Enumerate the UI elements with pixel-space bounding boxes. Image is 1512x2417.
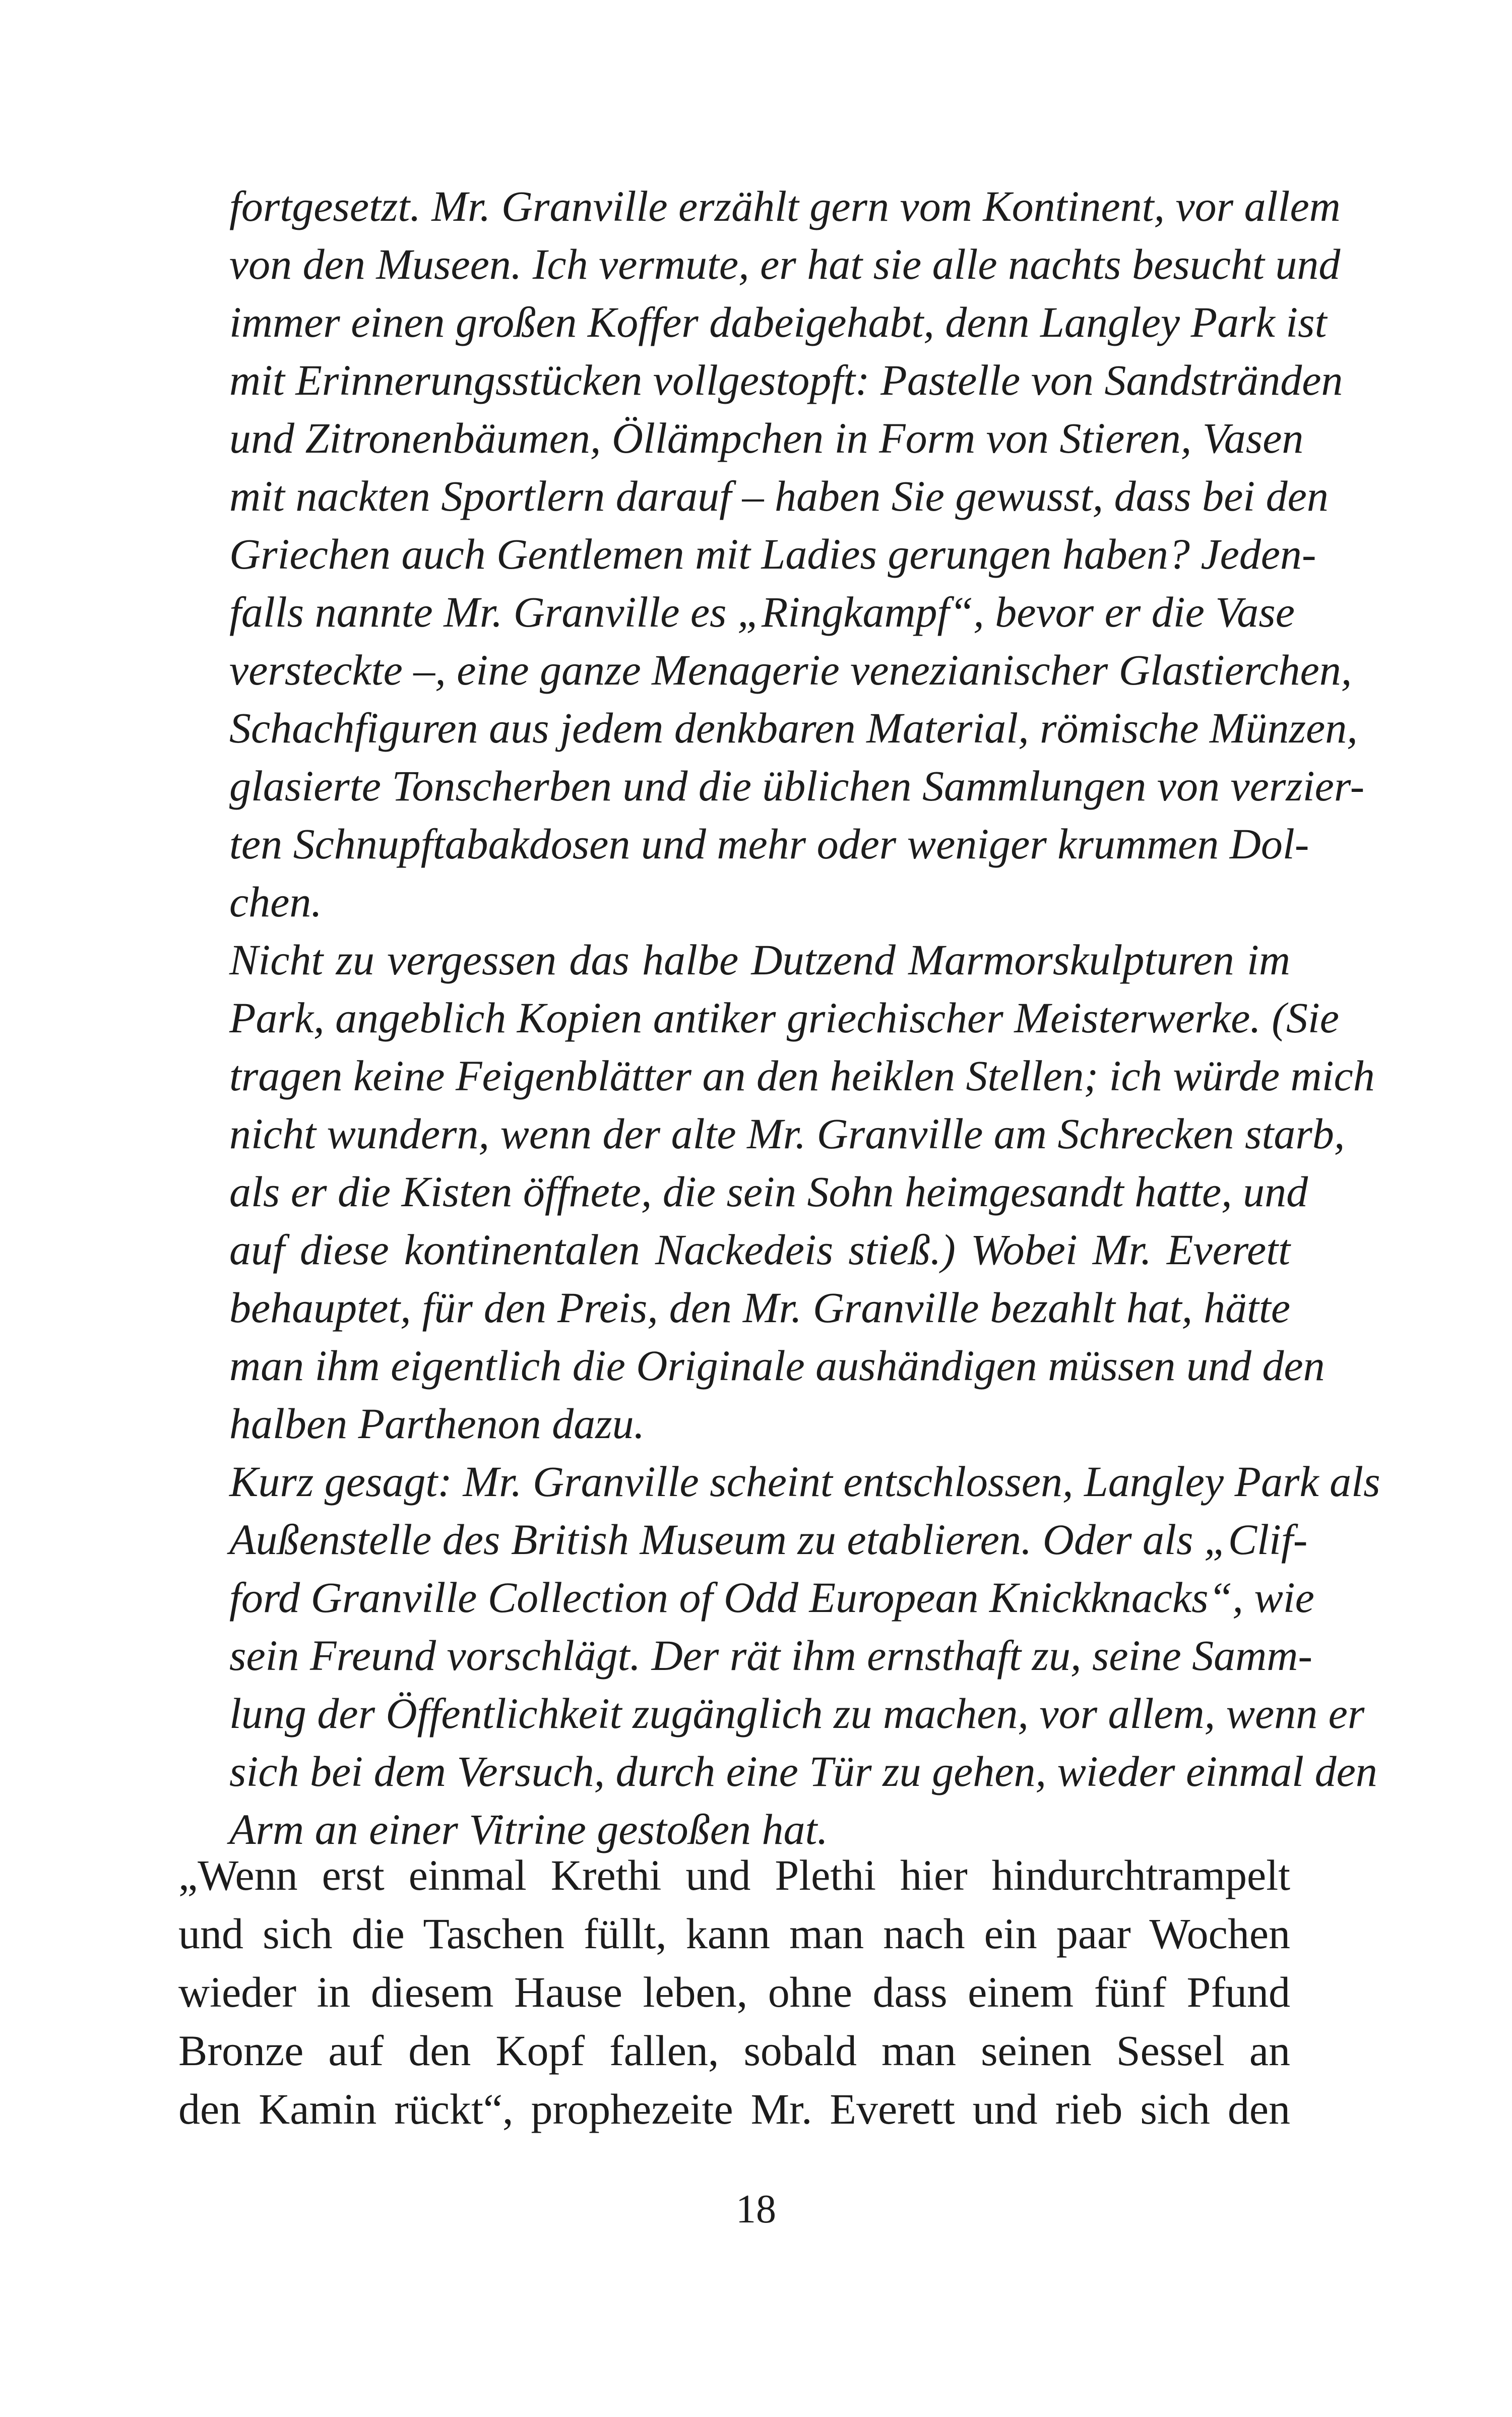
text-line: von den Museen. Ich vermute, er hat sie alle nachts besucht und <box>229 240 1341 288</box>
text-line: immer einen großen Koffer dabeigehabt, denn Langley Park ist <box>229 298 1327 346</box>
text-line: man ihm eigentlich die Originale aushändigen müssen und den <box>229 1341 1325 1390</box>
text-line: wieder in diesem Hause leben, ohne dass einem fünf Pfund <box>178 1968 1290 2016</box>
text-line: Außenstelle des British Museum zu etablieren. Oder als „Clif- <box>229 1515 1308 1564</box>
text-line: „Wenn erst einmal Krethi und Plethi hier hindurchtrampelt <box>178 1851 1290 1899</box>
text-line: Bronze auf den Kopf fallen, sobald man seinen Sessel an <box>178 2026 1290 2075</box>
text-line: sein Freund vorschlägt. Der rät ihm ernsthaft zu, seine Samm- <box>229 1631 1312 1680</box>
text-line: mit nackten Sportlern darauf – haben Sie gewusst, dass bei den <box>229 472 1329 520</box>
page-number: 18 <box>736 2187 776 2232</box>
text-line: Park, angeblich Kopien antiker griechischer Meisterwerke. (Sie <box>229 994 1339 1042</box>
text-line: tragen keine Feigenblätter an den heiklen Stellen; ich würde mich <box>229 1051 1375 1100</box>
text-line: glasierte Tonscherben und die üblichen Sammlungen von verzier- <box>229 762 1365 810</box>
text-line: ten Schnupftabakdosen und mehr oder weniger krummen Dol- <box>229 820 1309 868</box>
text-line: Schachfiguren aus jedem denkbaren Material, römische Münzen, <box>229 704 1358 752</box>
text-line: sich bei dem Versuch, durch eine Tür zu gehen, wieder einmal den <box>229 1747 1377 1795</box>
text-line: behauptet, für den Preis, den Mr. Granville bezahlt hat, hätte <box>229 1283 1290 1332</box>
text-line: Kurz gesagt: Mr. Granville scheint entschlossen, Langley Park als <box>229 1457 1380 1506</box>
text-line: nicht wundern, wenn der alte Mr. Granville am Schrecken starb, <box>229 1109 1345 1158</box>
text-line: als er die Kisten öffnete, die sein Sohn heimgesandt hatte, und <box>229 1167 1308 1216</box>
text-line: Griechen auch Gentlemen mit Ladies gerungen haben? Jeden- <box>229 530 1316 578</box>
text-line: Arm an einer Vitrine gestoßen hat. <box>229 1805 828 1853</box>
text-line: versteckte –, eine ganze Menagerie venezianischer Glastierchen, <box>229 646 1352 694</box>
text-line: falls nannte Mr. Granville es „Ringkampf“, bevor er die Vase <box>229 588 1295 636</box>
text-line: fortgesetzt. Mr. Granville erzählt gern vom Kontinent, vor allem <box>229 182 1341 230</box>
text-line: chen. <box>229 878 322 926</box>
text-line: Nicht zu vergessen das halbe Dutzend Marmorskulpturen im <box>229 936 1290 984</box>
narrative-paragraph <box>178 1846 1290 2138</box>
letter-excerpt-italic <box>229 177 1380 1858</box>
text-line: auf diese kontinentalen Nackedeis stieß.) Wobei Mr. Everett <box>229 1225 1290 1274</box>
text-line: halben Parthenon dazu. <box>229 1399 645 1448</box>
text-line: und sich die Taschen füllt, kann man nach ein paar Wochen <box>178 1909 1290 1958</box>
text-line: den Kamin rückt“, prophezeite Mr. Everett und rieb sich den <box>178 2085 1290 2133</box>
text-line: ford Granville Collection of Odd European Knickknacks“, wie <box>229 1573 1314 1622</box>
text-line: und Zitronenbäumen, Öllämpchen in Form von Stieren, Vasen <box>229 414 1304 462</box>
text-line: lung der Öffentlichkeit zugänglich zu machen, vor allem, wenn er <box>229 1689 1365 1738</box>
text-line: mit Erinnerungsstücken vollgestopft: Pastelle von Sandstränden <box>229 356 1343 404</box>
